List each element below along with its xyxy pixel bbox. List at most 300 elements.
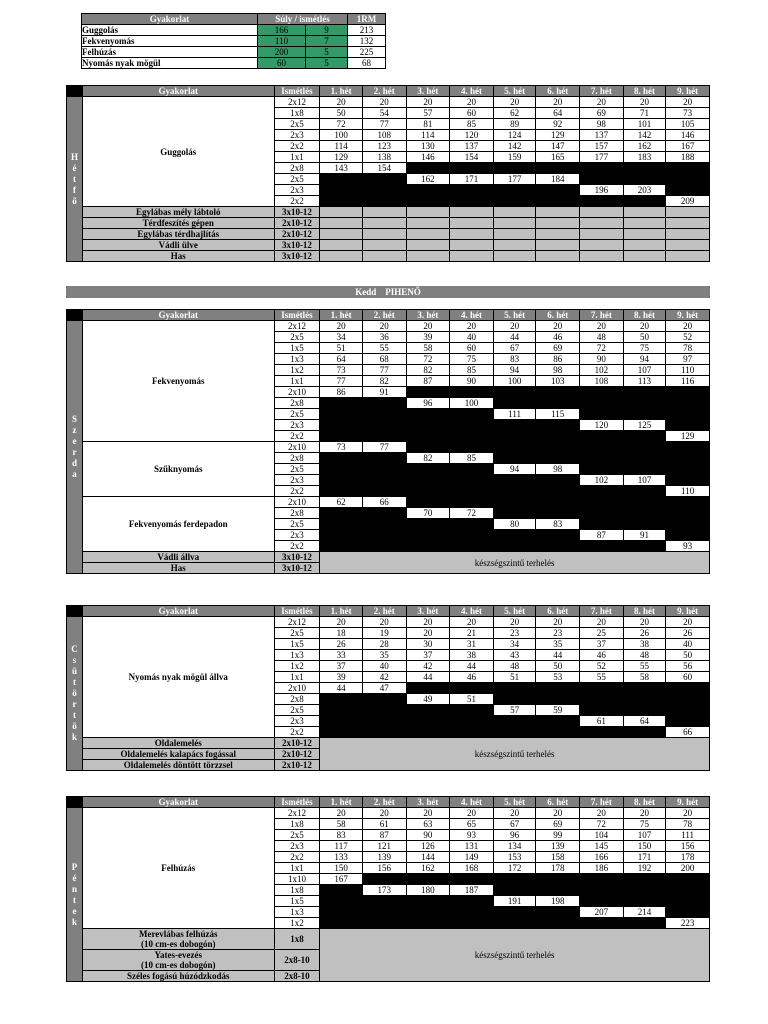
- monday-accessory-reps: 2x10-12: [274, 218, 320, 229]
- empty-block: [320, 251, 363, 262]
- thursday-note: készségszintű terhelés: [320, 738, 710, 771]
- empty-block: [450, 541, 494, 552]
- thursday-header-8: 7. hét: [580, 606, 624, 617]
- empty-block: [623, 705, 666, 716]
- empty-block: [406, 431, 450, 442]
- weight-cell: 48: [493, 661, 536, 672]
- empty-block: [406, 907, 450, 918]
- day-letter: k: [71, 916, 77, 927]
- empty-block: [406, 229, 450, 240]
- reps-cell: 2x5: [274, 628, 320, 639]
- empty-block: [536, 185, 580, 196]
- empty-block: [406, 420, 450, 431]
- weight-cell: 20: [406, 97, 450, 108]
- weight-cell: 20: [493, 321, 536, 332]
- weight-cell: 101: [623, 119, 666, 130]
- empty-block: [666, 464, 710, 475]
- monday-header-4: 3. hét: [406, 86, 450, 97]
- reps-cell: 2x5: [274, 332, 320, 343]
- empty-block: [320, 705, 363, 716]
- weight-cell: 178: [666, 852, 710, 863]
- reps-cell: 1x8: [274, 108, 320, 119]
- empty-block: [406, 541, 450, 552]
- empty-block: [666, 508, 710, 519]
- monday-accessory-reps: 3x10-12: [274, 251, 320, 262]
- empty-block: [623, 497, 666, 508]
- weight-cell: 37: [320, 661, 363, 672]
- day-letter: P: [71, 861, 78, 872]
- reps-cell: 2x3: [274, 530, 320, 541]
- empty-block: [623, 431, 666, 442]
- wednesday-header-7: 6. hét: [536, 310, 580, 321]
- reps-cell: 2x8: [274, 508, 320, 519]
- weight-cell: 137: [450, 141, 494, 152]
- empty-block: [580, 387, 624, 398]
- monday-row: [67, 97, 710, 108]
- weight-cell: 114: [406, 130, 450, 141]
- weight-cell: 40: [362, 661, 406, 672]
- empty-block: [362, 453, 406, 464]
- wednesday-header-row: [67, 310, 710, 321]
- weight-cell: 96: [493, 830, 536, 841]
- empty-block: [450, 185, 494, 196]
- empty-block: [666, 442, 710, 453]
- empty-block: [623, 196, 666, 207]
- weight-cell: 20: [580, 808, 624, 819]
- empty-block: [320, 207, 363, 218]
- friday-header-6: 5. hét: [493, 797, 536, 808]
- monday-header-5: 4. hét: [450, 86, 494, 97]
- weight-cell: 117: [320, 841, 363, 852]
- monday-day-label: [67, 97, 83, 262]
- empty-block: [666, 398, 710, 409]
- day-letter: s: [72, 655, 77, 665]
- day-letter: a: [72, 469, 77, 479]
- empty-block: [623, 896, 666, 907]
- empty-block: [362, 705, 406, 716]
- empty-block: [450, 464, 494, 475]
- empty-block: [493, 541, 536, 552]
- weight-cell: 20: [580, 321, 624, 332]
- empty-block: [493, 398, 536, 409]
- weight-cell: 60: [450, 108, 494, 119]
- weight-cell: 77: [362, 119, 406, 130]
- wednesday-table: [66, 309, 710, 574]
- weight-cell: 171: [623, 852, 666, 863]
- weight-cell: 39: [406, 332, 450, 343]
- wednesday-accessory-name: Vádli állva: [82, 552, 274, 563]
- summary-weight: 60: [258, 58, 306, 69]
- empty-block: [493, 185, 536, 196]
- empty-block: [666, 705, 710, 716]
- weight-cell: 146: [406, 152, 450, 163]
- empty-block: [580, 229, 624, 240]
- weight-cell: 77: [320, 376, 363, 387]
- weight-cell: 110: [666, 365, 710, 376]
- empty-block: [580, 409, 624, 420]
- day-letter: H: [70, 151, 78, 162]
- day-letter: n: [71, 883, 77, 894]
- weight-cell: 85: [450, 119, 494, 130]
- empty-block: [493, 694, 536, 705]
- weight-cell: 139: [362, 852, 406, 863]
- empty-block: [580, 519, 624, 530]
- weight-cell: 71: [623, 108, 666, 119]
- empty-block: [320, 196, 363, 207]
- weight-cell: 20: [450, 97, 494, 108]
- wednesday-row: [67, 321, 710, 332]
- empty-block: [580, 464, 624, 475]
- empty-block: [406, 163, 450, 174]
- wednesday-accessory-reps: 3x10-12: [274, 552, 320, 563]
- weight-cell: 120: [450, 130, 494, 141]
- empty-block: [536, 196, 580, 207]
- empty-block: [450, 229, 494, 240]
- empty-block: [320, 409, 363, 420]
- empty-block: [450, 442, 494, 453]
- empty-block: [320, 486, 363, 497]
- weight-cell: 107: [623, 475, 666, 486]
- reps-cell: 2x12: [274, 321, 320, 332]
- weight-cell: 183: [623, 152, 666, 163]
- empty-block: [362, 541, 406, 552]
- weight-cell: 20: [666, 808, 710, 819]
- weight-cell: 78: [666, 343, 710, 354]
- empty-block: [450, 918, 494, 929]
- friday-header-1: Ismétlés: [274, 797, 320, 808]
- empty-block: [406, 486, 450, 497]
- weight-cell: 144: [406, 852, 450, 863]
- empty-block: [320, 185, 363, 196]
- empty-block: [450, 163, 494, 174]
- weight-cell: 77: [362, 442, 406, 453]
- summary-1rm: 225: [348, 47, 386, 58]
- summary-row: [82, 47, 386, 58]
- empty-block: [362, 508, 406, 519]
- weight-cell: 110: [666, 486, 710, 497]
- weight-cell: 20: [580, 617, 624, 628]
- weight-cell: 196: [580, 185, 624, 196]
- empty-block: [580, 251, 624, 262]
- weight-cell: 49: [406, 694, 450, 705]
- weight-cell: 87: [362, 830, 406, 841]
- weight-cell: 46: [536, 332, 580, 343]
- weight-cell: 108: [362, 130, 406, 141]
- wednesday-header-10: 9. hét: [666, 310, 710, 321]
- reps-cell: 2x3: [274, 841, 320, 852]
- weight-cell: 223: [666, 918, 710, 929]
- weight-cell: 20: [623, 97, 666, 108]
- weight-cell: 60: [450, 343, 494, 354]
- weight-cell: 180: [406, 885, 450, 896]
- empty-block: [320, 727, 363, 738]
- weight-cell: 63: [406, 819, 450, 830]
- weight-cell: 154: [362, 163, 406, 174]
- summary-exercise-name: Felhúzás: [82, 47, 258, 58]
- summary-1rm: 132: [348, 36, 386, 47]
- weight-cell: 42: [406, 661, 450, 672]
- weight-cell: 61: [580, 716, 624, 727]
- weight-cell: 120: [580, 420, 624, 431]
- empty-block: [320, 240, 363, 251]
- empty-block: [362, 874, 406, 885]
- weight-cell: 20: [493, 808, 536, 819]
- weight-cell: 58: [623, 672, 666, 683]
- empty-block: [666, 475, 710, 486]
- empty-block: [623, 486, 666, 497]
- summary-row: [82, 36, 386, 47]
- empty-block: [623, 251, 666, 262]
- weight-cell: 44: [450, 661, 494, 672]
- empty-block: [666, 207, 710, 218]
- friday-header-3: 2. hét: [362, 797, 406, 808]
- weight-cell: 20: [406, 808, 450, 819]
- empty-block: [536, 240, 580, 251]
- weight-cell: 111: [493, 409, 536, 420]
- empty-block: [406, 727, 450, 738]
- empty-block: [536, 442, 580, 453]
- empty-block: [320, 508, 363, 519]
- empty-block: [362, 727, 406, 738]
- empty-block: [493, 874, 536, 885]
- empty-block: [406, 896, 450, 907]
- reps-cell: 2x2: [274, 196, 320, 207]
- empty-block: [406, 705, 450, 716]
- weight-cell: 72: [406, 354, 450, 365]
- weight-cell: 75: [623, 343, 666, 354]
- weight-cell: 36: [362, 332, 406, 343]
- wednesday-exercise-name: Szűknyomás: [82, 442, 274, 497]
- empty-block: [623, 218, 666, 229]
- friday-header-2: 1. hét: [320, 797, 363, 808]
- weight-cell: 55: [362, 343, 406, 354]
- reps-cell: 2x3: [274, 475, 320, 486]
- reps-cell: 1x1: [274, 152, 320, 163]
- empty-block: [450, 387, 494, 398]
- weight-cell: 44: [406, 672, 450, 683]
- empty-block: [493, 196, 536, 207]
- empty-block: [406, 185, 450, 196]
- weight-cell: 20: [362, 617, 406, 628]
- empty-block: [320, 475, 363, 486]
- day-letter: e: [72, 436, 77, 446]
- weight-cell: 150: [623, 841, 666, 852]
- empty-block: [450, 907, 494, 918]
- reps-cell: 2x12: [274, 808, 320, 819]
- empty-block: [450, 519, 494, 530]
- empty-block: [450, 716, 494, 727]
- reps-cell: 2x12: [274, 617, 320, 628]
- empty-block: [666, 874, 710, 885]
- weight-cell: 168: [450, 863, 494, 874]
- empty-block: [623, 918, 666, 929]
- weight-cell: 64: [536, 108, 580, 119]
- reps-cell: 2x5: [274, 464, 320, 475]
- weight-cell: 134: [493, 841, 536, 852]
- empty-block: [580, 497, 624, 508]
- weight-cell: 126: [406, 841, 450, 852]
- monday-header-7: 6. hét: [536, 86, 580, 97]
- weight-cell: 77: [362, 365, 406, 376]
- weight-cell: 75: [450, 354, 494, 365]
- weight-cell: 121: [362, 841, 406, 852]
- weight-cell: 59: [536, 705, 580, 716]
- wednesday-exercise-name: Fekvenyomás ferdepadon: [82, 497, 274, 552]
- empty-block: [493, 163, 536, 174]
- weight-cell: 130: [406, 141, 450, 152]
- day-letter: C: [71, 644, 78, 654]
- friday-accessory-reps: 2x8-10: [274, 971, 320, 982]
- empty-block: [450, 705, 494, 716]
- weight-cell: 37: [406, 650, 450, 661]
- wednesday-exercise-name: Fekvenyomás: [82, 321, 274, 442]
- weight-cell: 188: [666, 152, 710, 163]
- monday-header-3: 2. hét: [362, 86, 406, 97]
- summary-reps: 5: [306, 58, 348, 69]
- monday-accessory-name: Egylábas térdhajlítás: [82, 229, 274, 240]
- friday-day-label: [67, 808, 83, 982]
- thursday-accessory-name: Oldalemelés döntött törzzsel: [82, 760, 274, 771]
- summary-exercise-name: Guggolás: [82, 25, 258, 36]
- friday-header-7: 6. hét: [536, 797, 580, 808]
- day-letter: r: [72, 699, 77, 709]
- monday-accessory-name: Has: [82, 251, 274, 262]
- friday-accessory-name: Széles fogású húzódzkodás: [82, 971, 274, 982]
- weight-cell: 177: [493, 174, 536, 185]
- empty-block: [362, 896, 406, 907]
- empty-block: [666, 497, 710, 508]
- weight-cell: 54: [362, 108, 406, 119]
- weight-cell: 94: [493, 365, 536, 376]
- empty-block: [320, 541, 363, 552]
- empty-block: [406, 918, 450, 929]
- weight-cell: 31: [450, 639, 494, 650]
- empty-block: [450, 683, 494, 694]
- weight-cell: 115: [536, 409, 580, 420]
- empty-block: [580, 218, 624, 229]
- weight-cell: 26: [623, 628, 666, 639]
- weight-cell: 107: [623, 365, 666, 376]
- friday-accessory-reps: 1x8: [274, 929, 320, 950]
- summary-row: [82, 58, 386, 69]
- monday-accessory-row: [67, 218, 710, 229]
- empty-block: [666, 519, 710, 530]
- empty-block: [362, 174, 406, 185]
- empty-block: [362, 196, 406, 207]
- empty-block: [666, 387, 710, 398]
- weight-cell: 133: [320, 852, 363, 863]
- weight-cell: 20: [666, 321, 710, 332]
- monday-accessory-name: Egylábas mély lábtoló: [82, 207, 274, 218]
- weight-cell: 20: [536, 97, 580, 108]
- weight-cell: 150: [320, 863, 363, 874]
- empty-block: [450, 240, 494, 251]
- weight-cell: 111: [666, 830, 710, 841]
- weight-cell: 153: [493, 852, 536, 863]
- weight-cell: 40: [450, 332, 494, 343]
- weight-cell: 48: [623, 650, 666, 661]
- weight-cell: 87: [580, 530, 624, 541]
- wednesday-header-8: 7. hét: [580, 310, 624, 321]
- weight-cell: 162: [406, 174, 450, 185]
- empty-block: [320, 896, 363, 907]
- weight-cell: 62: [320, 497, 363, 508]
- empty-block: [580, 174, 624, 185]
- weight-cell: 129: [320, 152, 363, 163]
- empty-block: [536, 508, 580, 519]
- weight-cell: 55: [623, 661, 666, 672]
- empty-block: [623, 174, 666, 185]
- thursday-header-6: 5. hét: [493, 606, 536, 617]
- reps-cell: 2x3: [274, 130, 320, 141]
- empty-block: [320, 716, 363, 727]
- empty-block: [493, 727, 536, 738]
- empty-block: [493, 218, 536, 229]
- empty-block: [320, 453, 363, 464]
- weight-cell: 35: [536, 639, 580, 650]
- tuesday-label: Kedd: [355, 287, 377, 297]
- weight-cell: 62: [493, 108, 536, 119]
- thursday-exercise-name: Nyomás nyak mögül állva: [82, 617, 274, 738]
- weight-cell: 167: [666, 141, 710, 152]
- thursday-header-row: [67, 606, 710, 617]
- friday-row: [67, 808, 710, 819]
- weight-cell: 83: [536, 519, 580, 530]
- empty-block: [536, 398, 580, 409]
- empty-block: [580, 240, 624, 251]
- reps-cell: 2x5: [274, 705, 320, 716]
- reps-cell: 2x10: [274, 442, 320, 453]
- empty-block: [406, 207, 450, 218]
- weight-cell: 124: [493, 130, 536, 141]
- weight-cell: 64: [623, 716, 666, 727]
- weight-cell: 107: [623, 830, 666, 841]
- day-letter: S: [71, 414, 77, 424]
- weight-cell: 23: [493, 628, 536, 639]
- wednesday-row: [67, 442, 710, 453]
- weight-cell: 90: [450, 376, 494, 387]
- reps-cell: 2x2: [274, 431, 320, 442]
- day-letter: f: [72, 184, 76, 195]
- empty-block: [493, 530, 536, 541]
- weight-cell: 51: [320, 343, 363, 354]
- thursday-header-9: 8. hét: [623, 606, 666, 617]
- weight-cell: 157: [580, 141, 624, 152]
- weight-cell: 187: [450, 885, 494, 896]
- reps-cell: 2x5: [274, 409, 320, 420]
- reps-cell: 1x10: [274, 874, 320, 885]
- monday-accessory-row: [67, 251, 710, 262]
- weight-cell: 48: [580, 332, 624, 343]
- empty-block: [362, 240, 406, 251]
- empty-block: [362, 716, 406, 727]
- empty-block: [536, 716, 580, 727]
- weight-cell: 98: [580, 119, 624, 130]
- weight-cell: 91: [362, 387, 406, 398]
- weight-cell: 26: [666, 628, 710, 639]
- empty-block: [580, 453, 624, 464]
- thursday-accessory-name: Oldalemelés kalapács fogással: [82, 749, 274, 760]
- summary-weight: 200: [258, 47, 306, 58]
- weight-cell: 52: [580, 661, 624, 672]
- weight-cell: 142: [493, 141, 536, 152]
- reps-cell: 1x2: [274, 365, 320, 376]
- weight-cell: 98: [536, 464, 580, 475]
- empty-block: [580, 163, 624, 174]
- empty-block: [580, 207, 624, 218]
- weight-cell: 23: [536, 628, 580, 639]
- summary-header-row: [82, 14, 386, 25]
